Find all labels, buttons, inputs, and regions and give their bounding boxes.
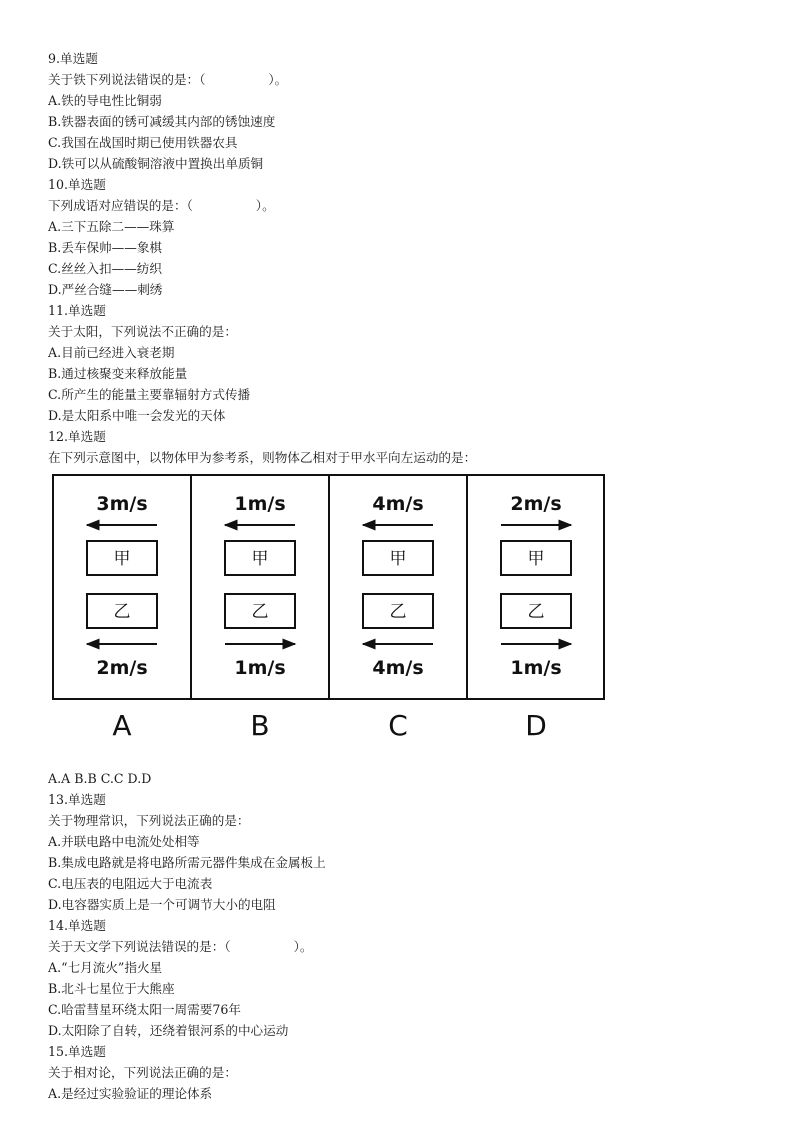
object-jia-label: 甲 (389, 549, 407, 569)
object-jia-label: 甲 (251, 549, 269, 569)
question-stem: 关于物理常识，下列说法正确的是： (48, 813, 250, 828)
object-jia-label: 甲 (113, 549, 131, 569)
top-speed-label: 1m/s (234, 493, 286, 515)
option-b: B.丢车保帅——象棋 (48, 240, 163, 255)
bottom-speed-label: 4m/s (372, 657, 424, 679)
panel-letter: C (388, 709, 408, 742)
option-a: A.目前已经进入衰老期 (48, 345, 175, 360)
option-c: C.所产生的能量主要靠辐射方式传播 (48, 387, 251, 402)
question-number: 10.单选题 (48, 177, 106, 192)
panel-letter: A (112, 709, 132, 742)
panel-letter: D (525, 709, 547, 742)
panel-letter: B (250, 709, 270, 742)
object-yi-label: 乙 (527, 602, 545, 622)
bottom-speed-label: 1m/s (510, 657, 562, 679)
option-a: A.“七月流火”指火星 (48, 960, 163, 975)
question-number: 12.单选题 (48, 429, 106, 444)
option-d: D.严丝合缝——刺绣 (48, 282, 163, 297)
top-speed-label: 4m/s (372, 493, 424, 515)
option-d: D.电容器实质上是一个可调节大小的电阻 (48, 897, 276, 912)
option-a: A.并联电路中电流处处相等 (48, 834, 200, 849)
option-c: C.我国在战国时期已使用铁器农具 (48, 135, 238, 150)
question-number: 14.单选题 (48, 918, 106, 933)
inline-options: A.A B.B C.C D.D (48, 771, 152, 786)
question-number: 11.单选题 (48, 303, 106, 318)
question-stem: 关于铁下列说法错误的是：（ ）。 (48, 72, 288, 87)
option-d: D.铁可以从硫酸铜溶液中置换出单质铜 (48, 156, 264, 171)
object-jia-label: 甲 (527, 549, 545, 569)
question-number: 9.单选题 (48, 51, 98, 66)
bottom-speed-label: 2m/s (96, 657, 148, 679)
top-speed-label: 3m/s (96, 493, 148, 515)
option-c: C.丝丝入扣——纺织 (48, 261, 162, 276)
option-a: A.三下五除二——珠算 (48, 219, 175, 234)
option-b: B.集成电路就是将电路所需元器件集成在金属板上 (48, 855, 326, 870)
option-c: C.电压表的电阻远大于电流表 (48, 876, 213, 891)
bottom-speed-label: 1m/s (234, 657, 286, 679)
object-yi-label: 乙 (251, 602, 269, 622)
option-b: B.北斗七星位于大熊座 (48, 981, 175, 996)
question-stem: 关于相对论，下列说法正确的是： (48, 1065, 237, 1080)
option-d: D.太阳除了自转，还绕着银河系的中心运动 (48, 1023, 289, 1038)
top-speed-label: 2m/s (510, 493, 562, 515)
question-number: 15.单选题 (48, 1044, 106, 1059)
option-b: B.通过核聚变来释放能量 (48, 366, 188, 381)
object-yi-label: 乙 (113, 602, 131, 622)
option-a: A.铁的导电性比铜弱 (48, 93, 162, 108)
option-d: D.是太阳系中唯一会发光的天体 (48, 408, 226, 423)
option-b: B.铁器表面的锈可减缓其内部的锈蚀速度 (48, 114, 276, 129)
question-stem: 关于天文学下列说法错误的是：（ ）。 (48, 939, 313, 954)
question-stem: 在下列示意图中，以物体甲为参考系，则物体乙相对于甲水平向左运动的是： (48, 450, 477, 465)
motion-diagram (51, 474, 611, 764)
question-stem: 下列成语对应错误的是：（ ）。 (48, 198, 275, 213)
question-stem: 关于太阳，下列说法不正确的是： (48, 324, 237, 339)
option-c: C.哈雷彗星环绕太阳一周需要76年 (48, 1002, 241, 1017)
question-page (48, 48, 768, 1104)
object-yi-label: 乙 (389, 602, 407, 622)
option-a: A.是经过实验验证的理论体系 (48, 1086, 213, 1101)
question-number: 13.单选题 (48, 792, 106, 807)
